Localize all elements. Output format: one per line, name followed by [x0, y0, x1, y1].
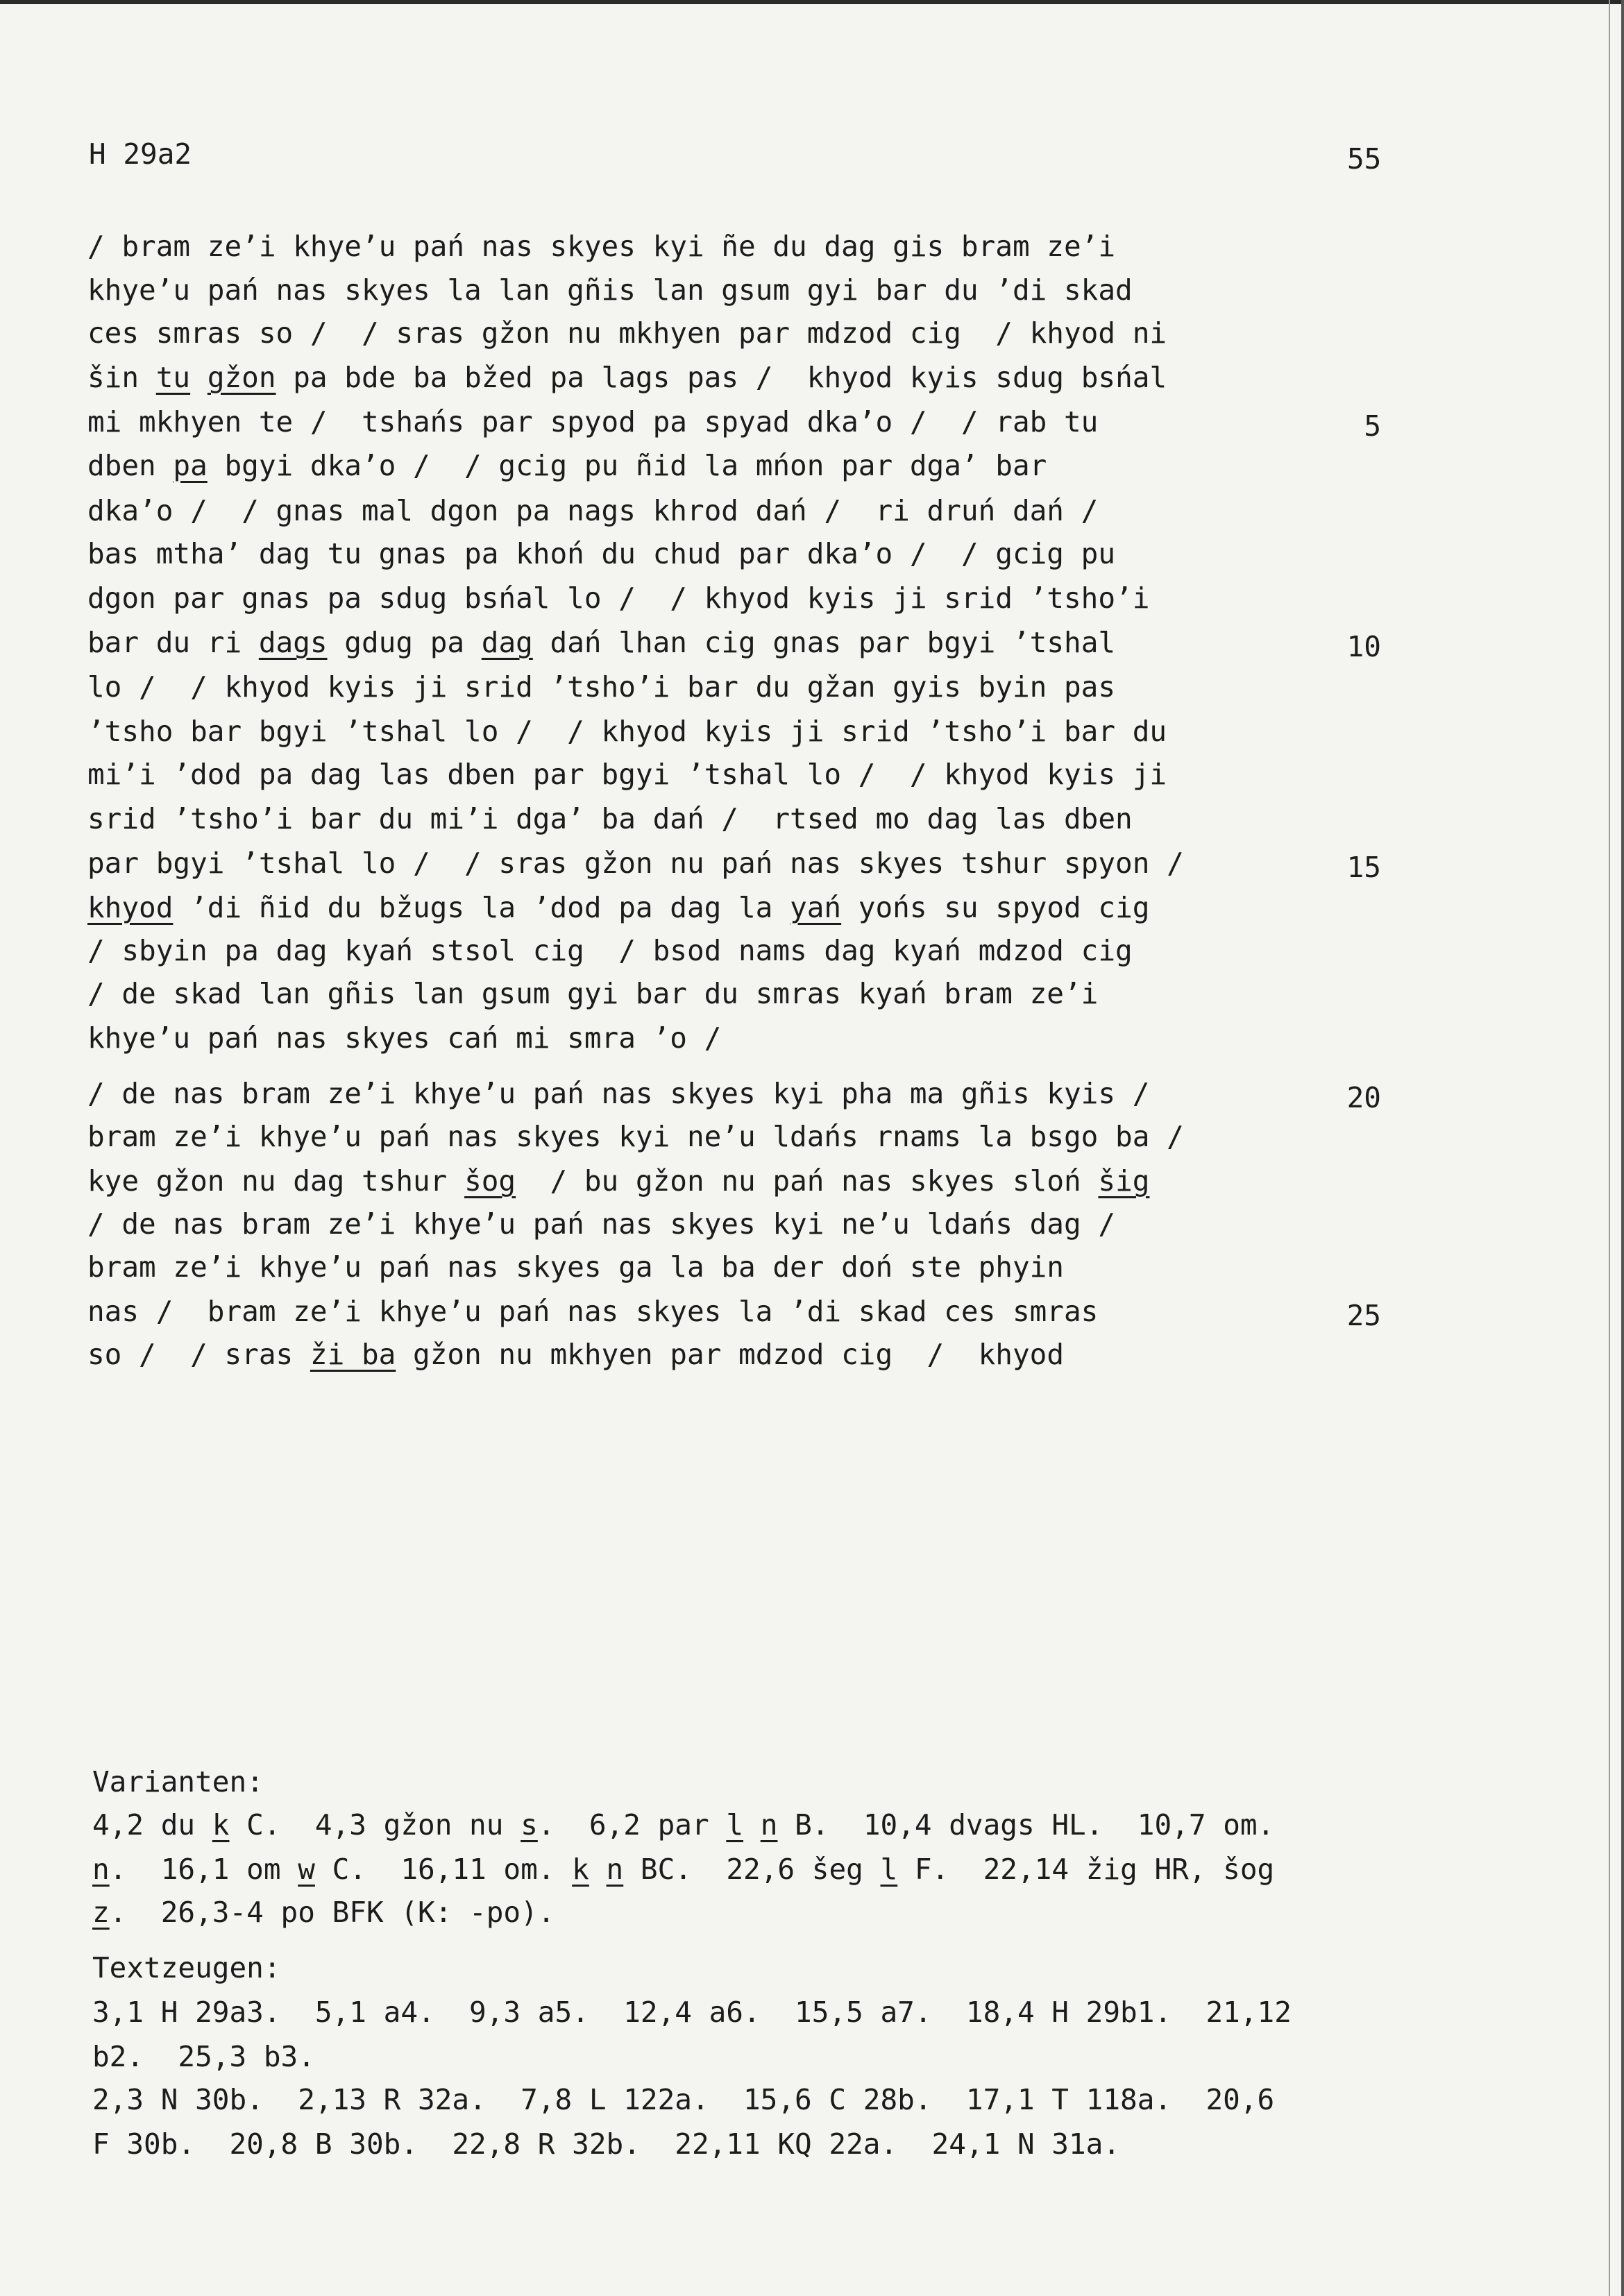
text-run: srid ’tsho’i bar du mi’i dga’ ba dań / rtsed mo dag las dben: [87, 802, 1133, 835]
text-line: [87, 1164, 1150, 1198]
text-line: [87, 760, 1167, 789]
text-run: dka’o / / gnas mal dgon pa nags khrod dań / ri druń dań /: [87, 494, 1099, 527]
underlined-word: k: [212, 1808, 230, 1842]
apparatus-line: [92, 1998, 1292, 2027]
text-run: Textzeugen:: [92, 1951, 281, 1984]
scan-top-border: [0, 0, 1624, 4]
underlined-word: n: [760, 1808, 778, 1842]
text-run: lo / / khyod kyis ji srid ’tsho’i bar du gžan gyis byin pas: [87, 670, 1116, 704]
text-run: dań lhan cig gnas par bgyi ’tshal: [532, 626, 1116, 659]
apparatus-line: [92, 1951, 281, 1984]
text-line: [87, 1120, 1184, 1153]
text-line: [87, 934, 1133, 967]
text-run: ’tsho bar bgyi ’tshal lo / / khyod kyis ji srid ’tsho’i bar du: [87, 715, 1167, 748]
text-run: khye’u pań nas skyes la lan gñis lan gsum gyi bar du ’di skad: [87, 273, 1133, 307]
text-line: [87, 1077, 1150, 1110]
underlined-word: pa: [173, 449, 208, 482]
text-line: [87, 670, 1116, 704]
text-line: [87, 405, 1099, 439]
text-run: mi’i ’dod pa dag las dben par bgyi ’tshal lo / / khyod kyis ji: [87, 758, 1167, 791]
apparatus-line: [92, 2127, 1121, 2161]
text-run: C. 4,3 gžon nu: [229, 1808, 521, 1842]
text-run: F. 22,14 žig HR, šog: [897, 1853, 1275, 1886]
underlined-word: l: [726, 1808, 744, 1842]
apparatus-line: [92, 2040, 315, 2073]
text-line: [87, 449, 1047, 482]
text-run: BC. 22,6 šeg: [623, 1853, 881, 1886]
text-line: [87, 626, 1116, 659]
text-run: 4,2 du: [92, 1808, 212, 1842]
line-number: 20: [1346, 1081, 1381, 1114]
underlined-word: šig: [1098, 1164, 1150, 1198]
underlined-word: khyod: [87, 891, 174, 924]
text-run: bram ze’i khye’u pań nas skyes kyi ne’u ldańs rnams la bsgo ba /: [87, 1120, 1184, 1153]
line-number: 15: [1346, 851, 1381, 884]
apparatus-line: [92, 2083, 1275, 2116]
text-run: bram ze’i khye’u pań nas skyes ga la ba der doń ste phyin: [87, 1250, 1064, 1284]
underlined-word: yań: [790, 891, 842, 924]
apparatus-line: [92, 1898, 555, 1927]
underlined-word: k: [572, 1853, 589, 1886]
text-run: yońs su spyod cig: [841, 891, 1150, 924]
text-run: / bu gžon nu pań nas skyes sloń: [516, 1164, 1099, 1198]
text-run: nas / bram ze’i khye’u pań nas skyes la ’di skad ces smras: [87, 1295, 1099, 1328]
text-run: F 30b. 20,8 B 30b. 22,8 R 32b. 22,11 KQ 22a. 24,1 N 31a.: [92, 2127, 1121, 2161]
text-run: dben: [87, 449, 174, 482]
text-run: 2,3 N 30b. 2,13 R 32a. 7,8 L 122a. 15,6 C 28b. 17,1 T 118a. 20,6: [92, 2083, 1275, 2116]
text-line: [87, 581, 1150, 615]
page-number: 55: [1347, 142, 1382, 176]
text-line: [87, 717, 1167, 746]
text-line: [87, 1250, 1064, 1284]
apparatus-line: [92, 1855, 1274, 1884]
text-line: [87, 802, 1133, 835]
running-header: H 29a2: [89, 137, 192, 171]
text-run: ces smras so / / sras gžon nu mkhyen par mdzod cig / khyod ni: [87, 316, 1167, 350]
text-run: / bram ze’i khye’u pań nas skyes kyi ñe du dag gis bram ze’i: [87, 230, 1116, 263]
text-run: par bgyi ’tshal lo / / sras gžon nu pań nas skyes tshur spyon /: [87, 847, 1184, 880]
text-run: . 26,3-4 po BFK (K: -po).: [109, 1896, 555, 1929]
text-run: 3,1 H 29a3. 5,1 a4. 9,3 a5. 12,4 a6. 15,5 a7. 18,4 H 29b1. 21,12: [92, 1996, 1292, 2029]
text-line: [87, 1295, 1099, 1328]
text-run: gdug pa: [327, 626, 482, 659]
underlined-word: ži ba: [310, 1338, 396, 1371]
apparatus-line: [92, 1808, 1275, 1842]
underlined-word: w: [298, 1853, 315, 1886]
line-number: 25: [1346, 1299, 1381, 1332]
underlined-word: n: [606, 1853, 624, 1886]
text-line: [87, 977, 1099, 1010]
text-run: bgyi dka’o / / gcig pu ñid la mńon par dga’ bar: [207, 449, 1047, 482]
text-run: / de skad lan gñis lan gsum gyi bar du smras kyań bram ze’i: [87, 977, 1099, 1010]
line-number: 10: [1346, 630, 1381, 663]
text-line: [87, 537, 1116, 570]
text-run: [190, 361, 208, 394]
text-run: C. 16,11 om.: [314, 1853, 573, 1886]
text-line: [87, 891, 1150, 924]
text-run: kye gžon nu dag tshur: [87, 1164, 465, 1198]
text-run: [589, 1853, 607, 1886]
text-run: / de nas bram ze’i khye’u pań nas skyes kyi pha ma gñis kyis /: [87, 1077, 1150, 1110]
text-line: [87, 273, 1133, 307]
text-run: bas mtha’ dag tu gnas pa khoń du chud par dka’o / / gcig pu: [87, 537, 1116, 570]
underlined-word: dag: [481, 626, 533, 659]
underlined-word: s: [521, 1808, 538, 1842]
text-run: mi mkhyen te / tshańs par spyod pa spyad dka’o / / rab tu: [87, 405, 1099, 439]
text-run: . 16,1 om: [109, 1853, 298, 1886]
underlined-word: z: [92, 1896, 110, 1929]
text-line: [87, 361, 1167, 394]
text-run: pa bde ba bžed pa lags pas / khyod kyis sdug bsńal: [276, 361, 1167, 394]
text-run: so / / sras: [87, 1338, 310, 1371]
apparatus-line: [92, 1765, 264, 1798]
text-run: khye’u pań nas skyes cań mi smra ’o /: [87, 1021, 722, 1055]
underlined-word: gžon: [207, 361, 276, 394]
text-run: dgon par gnas pa sdug bsńal lo / / khyod kyis ji srid ’tsho’i: [87, 581, 1150, 615]
text-line: [87, 1207, 1116, 1241]
text-run: gžon nu mkhyen par mdzod cig / khyod: [396, 1338, 1065, 1371]
text-run: / de nas bram ze’i khye’u pań nas skyes kyi ne’u ldańs dag /: [87, 1207, 1116, 1241]
text-run: Varianten:: [92, 1765, 264, 1798]
text-line: [87, 1338, 1065, 1371]
text-run: . 6,2 par: [537, 1808, 727, 1842]
underlined-word: dags: [258, 626, 328, 659]
scan-fold-line: [1609, 0, 1610, 2296]
text-run: [743, 1808, 761, 1842]
underlined-word: šog: [464, 1164, 516, 1198]
text-line: [87, 494, 1099, 527]
text-run: bar du ri: [87, 626, 259, 659]
text-line: [87, 232, 1115, 261]
scan-right-border: [1621, 0, 1624, 2296]
text-line: [87, 316, 1167, 350]
underlined-word: tu: [155, 361, 191, 394]
text-run: B. 10,4 dvags HL. 10,7 om.: [777, 1808, 1275, 1842]
text-run: ’di ñid du bžugs la ’dod pa dag la: [173, 891, 790, 924]
text-line: [87, 849, 1184, 878]
underlined-word: n: [92, 1853, 110, 1886]
text-run: b2. 25,3 b3.: [92, 2040, 315, 2073]
text-run: / sbyin pa dag kyań stsol cig / bsod nams dag kyań mdzod cig: [87, 934, 1133, 967]
text-run: šin: [87, 361, 156, 394]
text-line: [87, 1021, 722, 1055]
underlined-word: l: [880, 1853, 898, 1886]
line-number: 5: [1364, 409, 1381, 443]
